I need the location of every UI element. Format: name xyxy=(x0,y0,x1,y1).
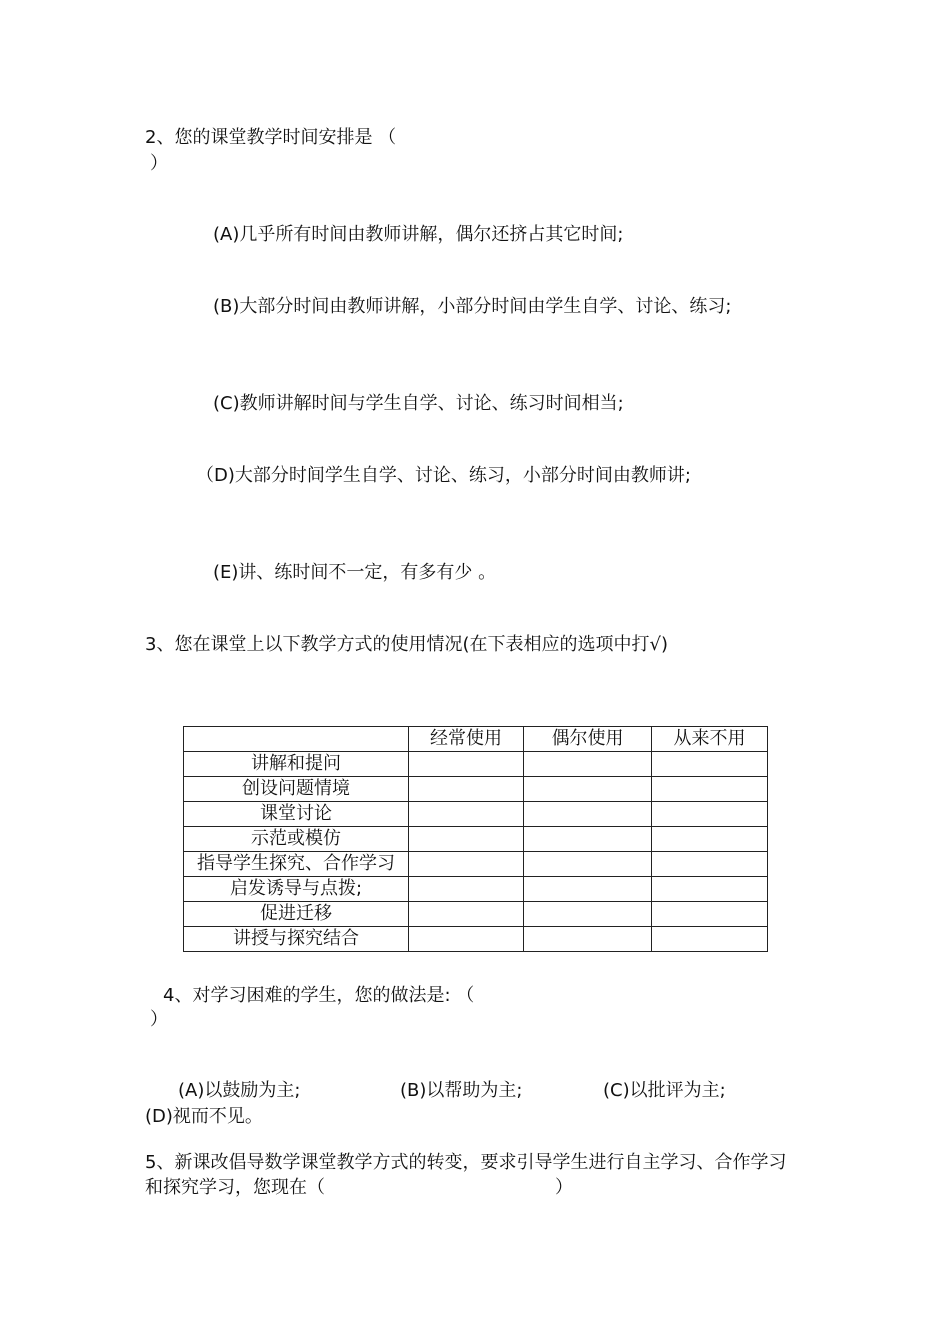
q2-question-line2: ） xyxy=(150,153,168,174)
q2-question-line1: 2、您的课堂教学时间安排是 （ xyxy=(145,127,397,148)
table-row-label: 课堂讨论 xyxy=(184,802,409,827)
table-row xyxy=(184,852,768,877)
q4-question-line1: 4、对学习困难的学生，您的做法是: （ xyxy=(163,985,475,1006)
q4-option-d: (D)视而不见。 xyxy=(145,1106,263,1127)
table-row xyxy=(184,777,768,802)
q4-option-c: (C)以批评为主; xyxy=(603,1080,726,1101)
table-header-row xyxy=(184,727,768,752)
table-cell[interactable] xyxy=(409,802,524,827)
table-row-label: 讲授与探究结合 xyxy=(184,927,409,952)
table-cell[interactable] xyxy=(524,827,652,852)
table-row xyxy=(184,877,768,902)
table-header-cell xyxy=(184,727,409,752)
q2-option-d: （D)大部分时间学生自学、讨论、练习，小部分时间由教师讲; xyxy=(196,465,691,486)
q4-option-b: (B)以帮助为主; xyxy=(400,1080,523,1101)
q5-question-line1: 5、新课改倡导数学课堂教学方式的转变，要求引导学生进行自主学习、合作学习 xyxy=(145,1152,787,1173)
table-cell[interactable] xyxy=(652,802,768,827)
table-cell[interactable] xyxy=(652,827,768,852)
table-header-cell: 从来不用 xyxy=(652,727,768,752)
table-cell[interactable] xyxy=(524,852,652,877)
table-cell[interactable] xyxy=(652,877,768,902)
table-cell[interactable] xyxy=(652,902,768,927)
q5-question-close: ） xyxy=(555,1177,573,1198)
table-header-cell: 偶尔使用 xyxy=(524,727,652,752)
table-row xyxy=(184,827,768,852)
q2-option-b: (B)大部分时间由教师讲解，小部分时间由学生自学、讨论、练习; xyxy=(213,296,732,317)
table-cell[interactable] xyxy=(524,777,652,802)
table-cell[interactable] xyxy=(524,927,652,952)
table-header-cell: 经常使用 xyxy=(409,727,524,752)
table-row-label: 促进迁移 xyxy=(184,902,409,927)
table-row xyxy=(184,802,768,827)
table-cell[interactable] xyxy=(409,777,524,802)
table-row-label: 讲解和提问 xyxy=(184,752,409,777)
table-row-label: 创设问题情境 xyxy=(184,777,409,802)
table-cell[interactable] xyxy=(652,777,768,802)
q2-option-a: (A)几乎所有时间由教师讲解，偶尔还挤占其它时间; xyxy=(213,224,624,245)
q2-option-c: (C)教师讲解时间与学生自学、讨论、练习时间相当; xyxy=(213,393,624,414)
table-cell[interactable] xyxy=(652,927,768,952)
table-cell[interactable] xyxy=(652,852,768,877)
table-cell[interactable] xyxy=(409,927,524,952)
table-cell[interactable] xyxy=(409,752,524,777)
q2-option-e: (E)讲、练时间不一定，有多有少 。 xyxy=(213,562,497,583)
table-cell[interactable] xyxy=(524,877,652,902)
q3-question: 3、您在课堂上以下教学方式的使用情况(在下表相应的选项中打√) xyxy=(145,634,668,655)
table-cell[interactable] xyxy=(409,902,524,927)
table-cell[interactable] xyxy=(409,852,524,877)
table-row xyxy=(184,927,768,952)
q4-question-line2: ） xyxy=(150,1009,168,1030)
table-row xyxy=(184,902,768,927)
table-row-label: 指导学生探究、合作学习 xyxy=(184,852,409,877)
table-cell[interactable] xyxy=(524,752,652,777)
table-cell[interactable] xyxy=(524,902,652,927)
table-row-label: 启发诱导与点拨; xyxy=(184,877,409,902)
table-row xyxy=(184,752,768,777)
table-cell[interactable] xyxy=(409,877,524,902)
q4-option-a: (A)以鼓励为主; xyxy=(178,1080,301,1101)
teaching-methods-table xyxy=(183,726,768,952)
table-cell[interactable] xyxy=(524,802,652,827)
table-cell[interactable] xyxy=(409,827,524,852)
table-cell[interactable] xyxy=(652,752,768,777)
q5-question-line2: 和探究学习，您现在（ xyxy=(145,1177,325,1198)
table-row-label: 示范或模仿 xyxy=(184,827,409,852)
